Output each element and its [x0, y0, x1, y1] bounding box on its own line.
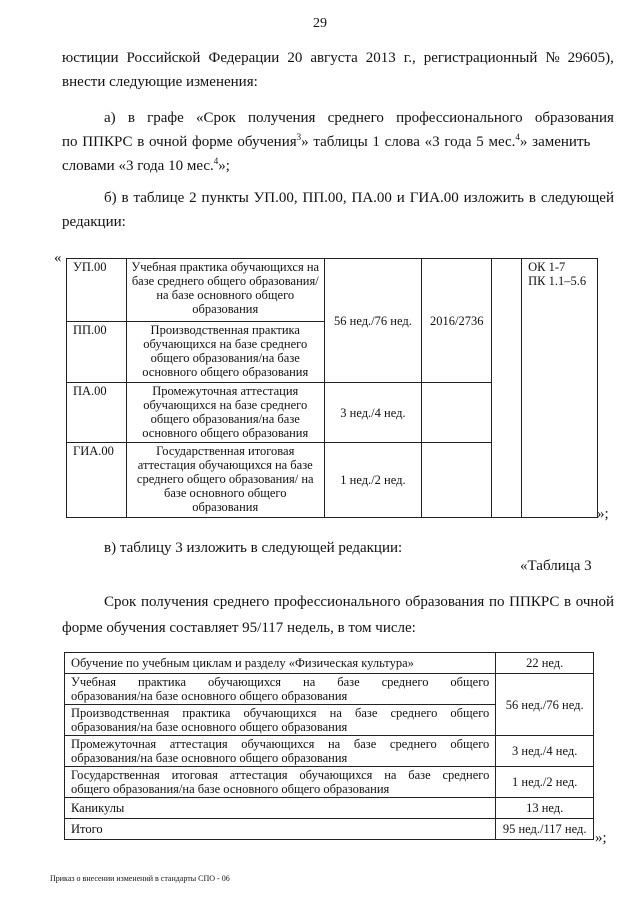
table1-code: ГИА.00	[67, 443, 127, 518]
table3-value: 56 нед./76 нед.	[496, 674, 594, 736]
item-a-line2: по ППКРС в очной форме обучения$^3$» таблицы 1 слова «3 года 5 мес.$^4$» заменить	[62, 132, 591, 150]
table3-label: Производственная практика обучающихся на базе среднего общего образования/на базе основного общего образования	[65, 705, 496, 736]
table3-label: Промежуточная аттестация обучающихся на базе среднего общего образования/на базе основного общего образования	[65, 736, 496, 767]
item-a-line1: а) в графе «Срок получения среднего профессионального образования	[104, 110, 614, 126]
table3-label: «Таблица 3	[520, 558, 592, 574]
table3-value: 13 нед.	[496, 798, 594, 819]
table3-row	[65, 674, 594, 705]
page-number: 29	[313, 16, 327, 31]
table3-value: 1 нед./2 нед.	[496, 767, 594, 798]
table1-code: ПА.00	[67, 383, 127, 443]
item-v-line: в) таблицу 3 изложить в следующей редакции:	[104, 540, 403, 556]
table1-desc: Производственная практика обучающихся на базе среднего общего образования/на базе основного общего образования	[126, 322, 324, 383]
table1-hours: 2016/2736	[422, 259, 492, 383]
table3-value: 95 нед./117 нед.	[496, 819, 594, 840]
table3-close-quote: »;	[595, 830, 607, 846]
table3-row	[65, 819, 594, 840]
table3-row	[65, 736, 594, 767]
table1-empty-col	[492, 259, 522, 518]
table1-close-quote: »;	[597, 506, 609, 522]
table3-label: Государственная итоговая аттестация обучающихся на базе среднего общего образования/на базе основного общего образования	[65, 767, 496, 798]
para1-line1: юстиции Российской Федерации 20 августа 2013 г., регистрационный № 29605),	[62, 50, 614, 66]
table3-label: Обучение по учебным циклам и разделу «Физическая культура»	[65, 653, 496, 674]
table3-row	[65, 767, 594, 798]
table1-competencies: ОК 1-7 ПК 1.1–5.6	[522, 259, 598, 518]
srok-line1: Срок получения среднего профессионального образования по ППКРС в очной	[104, 594, 614, 610]
para1-line2: внести следующие изменения:	[62, 74, 258, 90]
table1-code: УП.00	[67, 259, 127, 322]
footer-note: Приказ о внесении изменений в стандарты СПО - 06	[50, 874, 230, 883]
table1-desc: Государственная итоговая аттестация обучающихся на базе среднего общего образования/ на базе основного общего образования	[126, 443, 324, 518]
table1-desc: Учебная практика обучающихся на базе среднего общего образования/на базе основного общего образования	[126, 259, 324, 322]
table1-desc: Промежуточная аттестация обучающихся на базе среднего общего образования/на базе основного общего образования	[126, 383, 324, 443]
item-b-line2: редакции:	[62, 214, 126, 230]
table3-value: 22 нед.	[496, 653, 594, 674]
table1	[66, 258, 598, 518]
table3-label: Каникулы	[65, 798, 496, 819]
table1-row-up	[67, 259, 598, 322]
table1-weeks: 1 нед./2 нед.	[324, 443, 422, 518]
table1-weeks: 56 нед./76 нед.	[324, 259, 422, 383]
srok-line2: форме обучения составляет 95/117 недель, в том числе:	[62, 620, 416, 636]
table3	[64, 652, 594, 840]
item-b-line1: б) в таблице 2 пункты УП.00, ПП.00, ПА.00 и ГИА.00 изложить в следующей	[104, 190, 614, 206]
table3-value: 3 нед./4 нед.	[496, 736, 594, 767]
table3-row	[65, 798, 594, 819]
table3-label: Итого	[65, 819, 496, 840]
table1-weeks: 3 нед./4 нед.	[324, 383, 422, 443]
table3-label: Учебная практика обучающихся на базе среднего общего образования/на базе основного общего образования	[65, 674, 496, 705]
table1-code: ПП.00	[67, 322, 127, 383]
table1-open-quote: «	[54, 250, 62, 266]
item-a-line3: словами «3 года 10 мес.$^4$»;	[62, 156, 230, 174]
table3-row	[65, 653, 594, 674]
